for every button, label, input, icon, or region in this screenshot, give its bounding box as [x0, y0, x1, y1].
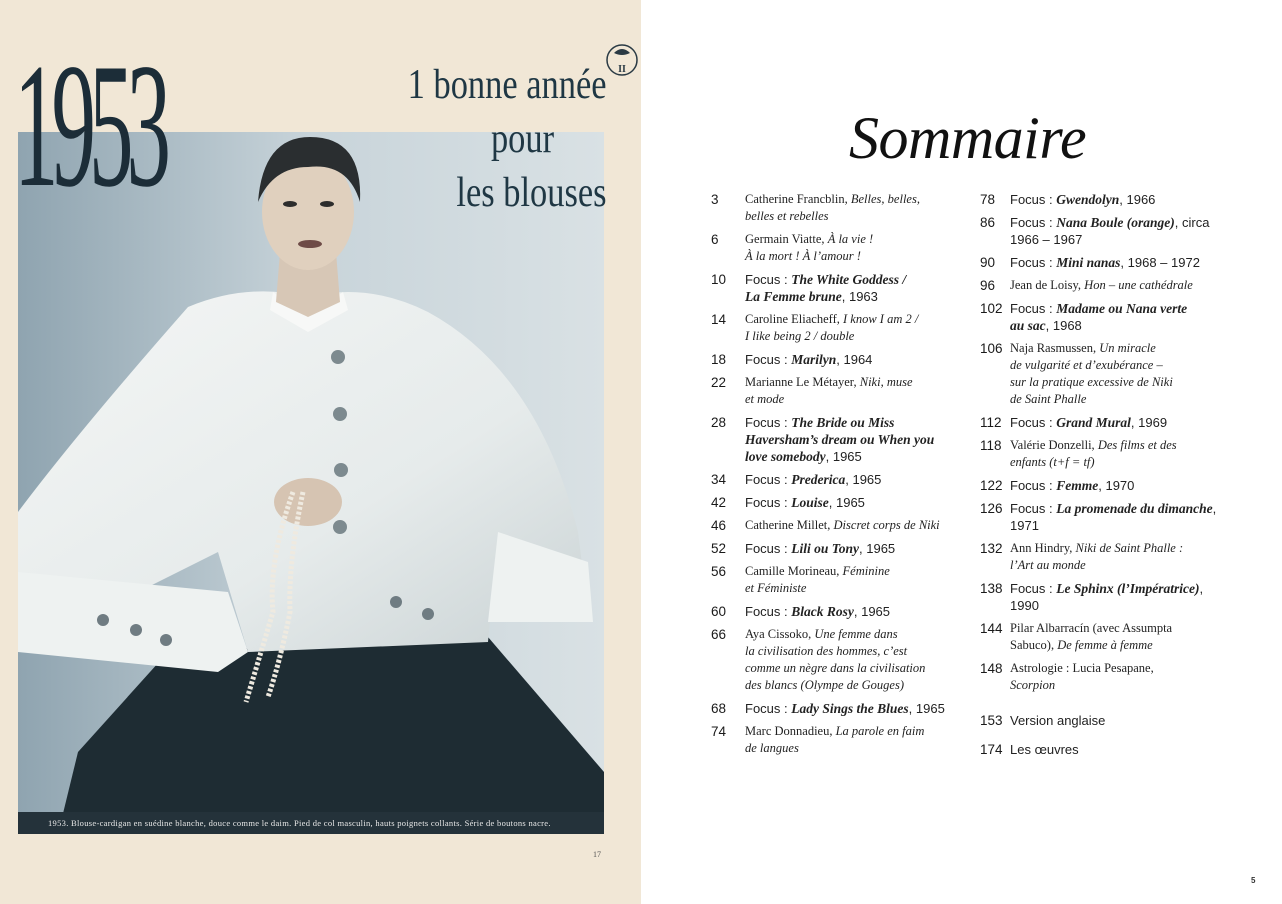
- toc-entry-text: [1010, 620, 1172, 654]
- toc-author: Jean de Loisy,: [1010, 278, 1085, 292]
- headline-line-1: 1 bonne année: [408, 62, 607, 108]
- toc-entry: [980, 540, 1246, 574]
- toc-page-number: 34: [711, 472, 727, 487]
- toc-entry: [980, 300, 1246, 334]
- toc-entry: [711, 517, 977, 534]
- headline-line-2: pour: [491, 116, 555, 162]
- toc-entry-text: [745, 191, 920, 225]
- toc-entry: [980, 191, 1246, 208]
- toc-entry-text: [1010, 300, 1187, 334]
- toc-article-title: La parole en faim de langues: [745, 724, 925, 755]
- toc-author: Astrologie : Lucia Pesapane,: [1010, 661, 1154, 675]
- right-page-number: 5: [1251, 876, 1256, 885]
- toc-date: , 1966: [1119, 192, 1156, 207]
- toc-entry-text: [745, 626, 925, 694]
- toc-entry: [980, 580, 1246, 614]
- toc-entry-text: [745, 540, 895, 557]
- toc-author: Focus :: [1010, 581, 1057, 596]
- toc-author: Valérie Donzelli,: [1010, 438, 1098, 452]
- toc-entry: [980, 477, 1246, 494]
- toc-page-number: 22: [711, 375, 727, 390]
- toc-page-number: 96: [980, 278, 996, 293]
- toc-author: Focus :: [745, 352, 792, 367]
- toc-entry: [980, 254, 1246, 271]
- toc-entry-text: [745, 231, 873, 265]
- toc-page-number: 10: [711, 272, 727, 287]
- toc-author: Caroline Eliacheff,: [745, 312, 843, 326]
- toc-article-title: Nana Boule (orange): [1056, 215, 1175, 230]
- toc-article-title: Discret corps de Niki: [833, 518, 940, 532]
- toc-entry-text: [745, 563, 890, 597]
- toc-entry: [711, 471, 977, 488]
- toc-entry: [980, 437, 1246, 471]
- toc-page-number: 138: [980, 581, 1003, 596]
- toc-page-number: 46: [711, 518, 727, 533]
- toc-author: Ann Hindry,: [1010, 541, 1076, 555]
- toc-article-title: Des films et des enfants (t+f = tf): [1010, 438, 1177, 469]
- toc-entry: [711, 700, 977, 717]
- toc-article-title: Gwendolyn: [1056, 192, 1120, 207]
- toc-author: Marianne Le Métayer,: [745, 375, 860, 389]
- toc-page-number: 52: [711, 541, 727, 556]
- toc-entry-text: [1010, 340, 1173, 408]
- toc-article-title: Femme: [1056, 478, 1099, 493]
- toc-entry-text: [1010, 712, 1105, 729]
- toc-entry: [711, 540, 977, 557]
- toc-date: , 1965: [908, 701, 945, 716]
- toc-entry-text: [1010, 477, 1134, 494]
- toc-entry: [711, 563, 977, 597]
- toc-article-title: I know I am 2 / I like being 2 / double: [745, 312, 919, 343]
- toc-article-title: The Bride ou Miss Haversham’s dream ou When you love somebody: [745, 415, 935, 464]
- toc-page-number: 90: [980, 255, 996, 270]
- toc-entry-text: [745, 517, 940, 534]
- toc-page-number: 126: [980, 501, 1003, 516]
- toc-entry-text: [1010, 500, 1216, 534]
- toc-author: Focus :: [1010, 215, 1057, 230]
- toc-author: Pilar Albarracín (avec Assumpta Sabuco),: [1010, 621, 1173, 652]
- toc-author: Naja Rasmussen,: [1010, 341, 1100, 355]
- toc-article-title: Grand Mural: [1056, 415, 1131, 430]
- toc-date: , 1969: [1130, 415, 1168, 430]
- toc-article-title: Une femme dans la civilisation des hommes, c’est comme un nègre dans la civilisation des blancs (Olympe de Gouges): [745, 627, 926, 692]
- toc-page-number: 122: [980, 478, 1003, 493]
- toc-entry: [711, 414, 977, 465]
- toc-entry: [711, 723, 977, 757]
- toc-page-number: 78: [980, 192, 996, 207]
- toc-entry-text: [745, 311, 918, 345]
- toc-author: Les œuvres: [1010, 742, 1079, 757]
- toc-entry-text: [745, 351, 872, 368]
- toc-entry: [711, 626, 977, 694]
- toc-article-title: Lili ou Tony: [791, 541, 860, 556]
- toc-entry: [980, 620, 1246, 654]
- toc-entry-text: [745, 471, 881, 488]
- year-heading: 1953: [14, 26, 164, 224]
- toc-author: Camille Morineau,: [745, 564, 843, 578]
- toc-entry-text: [745, 374, 913, 408]
- toc-entry-text: [1010, 191, 1155, 208]
- toc-date: , 1963: [841, 289, 878, 304]
- toc-title: Sommaire: [849, 105, 1087, 171]
- toc-page-number: 153: [980, 713, 1003, 728]
- toc-author: Focus :: [745, 541, 792, 556]
- toc-article-title: Lady Sings the Blues: [791, 701, 909, 716]
- toc-article-title: The White Goddess / La Femme brune: [745, 272, 907, 304]
- toc-page-number: 144: [980, 621, 1003, 636]
- toc-entry: [711, 351, 977, 368]
- right-page: [641, 0, 1282, 904]
- toc-article-title: Niki de Saint Phalle : l’Art au monde: [1010, 541, 1184, 572]
- toc-page-number: 118: [980, 438, 1002, 453]
- toc-author: Focus :: [745, 415, 792, 430]
- toc-author: Catherine Francblin,: [745, 192, 851, 206]
- toc-article-title: De femme à femme: [1057, 638, 1153, 652]
- toc-entry-text: [745, 414, 934, 465]
- toc-date: , 1971: [1010, 501, 1217, 533]
- toc-entry: [980, 277, 1246, 294]
- toc-column-1: [711, 191, 977, 763]
- toc-date: , 1965: [845, 472, 882, 487]
- toc-page-number: 14: [711, 312, 727, 327]
- magazine-emblem-icon: [606, 39, 638, 81]
- toc-entry-text: [745, 271, 906, 305]
- toc-author: Focus :: [1010, 415, 1057, 430]
- toc-entry-text: [1010, 540, 1183, 574]
- toc-date: , 1968: [1045, 318, 1082, 333]
- toc-entry: [711, 271, 977, 305]
- toc-entry-text: [745, 700, 945, 717]
- toc-entry: [711, 191, 977, 225]
- toc-date: , 1968 – 1972: [1120, 255, 1200, 270]
- toc-date: , 1965: [825, 449, 862, 464]
- left-page-number: 17: [593, 850, 601, 859]
- toc-author: Marc Donnadieu,: [745, 724, 836, 738]
- toc-article-title: Le Sphinx (l’Impératrice): [1056, 581, 1200, 596]
- toc-date: , 1990: [1010, 581, 1204, 613]
- toc-date: , circa 1966 – 1967: [1010, 215, 1210, 247]
- toc-page-number: 174: [980, 742, 1003, 757]
- toc-author: Version anglaise: [1010, 713, 1106, 728]
- toc-article-title: Black Rosy: [791, 604, 854, 619]
- toc-author: Focus :: [1010, 301, 1057, 316]
- photo-illustration: [18, 132, 604, 834]
- toc-entry: [980, 340, 1246, 408]
- toc-article-title: Marilyn: [791, 352, 837, 367]
- headline-line-3: les blouses: [456, 170, 607, 216]
- toc-entry: [711, 494, 977, 511]
- toc-page-number: 102: [980, 301, 1003, 316]
- toc-page-number: 74: [711, 724, 727, 739]
- toc-article-title: Niki, muse et mode: [745, 375, 913, 406]
- toc-author: Focus :: [1010, 192, 1057, 207]
- toc-page-number: 112: [980, 415, 1002, 430]
- fashion-photograph: [18, 132, 604, 834]
- toc-author: Focus :: [745, 272, 792, 287]
- toc-article-title: Madame ou Nana verte au sac: [1010, 301, 1188, 333]
- toc-author: Focus :: [1010, 255, 1057, 270]
- toc-entry-text: [1010, 580, 1203, 614]
- toc-article-title: La promenade du dimanche: [1056, 501, 1213, 516]
- toc-page-number: 106: [980, 341, 1003, 356]
- toc-column-2: [980, 191, 1246, 764]
- toc-date: , 1965: [853, 604, 891, 619]
- toc-entry-text: [745, 494, 865, 511]
- toc-entry-text: [1010, 214, 1209, 248]
- toc-page-number: 56: [711, 564, 727, 579]
- toc-article-title: Belles, belles, belles et rebelles: [745, 192, 920, 223]
- toc-entry-text: [1010, 254, 1200, 271]
- toc-page-number: 42: [711, 495, 727, 510]
- toc-page-number: 28: [711, 415, 727, 430]
- svg-text:II: II: [618, 64, 626, 75]
- toc-entry-text: [1010, 414, 1167, 431]
- toc-author: Catherine Millet,: [745, 518, 834, 532]
- toc-article-title: À la vie ! À la mort ! À l’amour !: [745, 232, 874, 263]
- toc-page-number: 86: [980, 215, 996, 230]
- toc-entry: [711, 374, 977, 408]
- toc-author: Focus :: [1010, 501, 1057, 516]
- toc-entry: [980, 414, 1246, 431]
- toc-article-title: Un miracle de vulgarité et d’exubérance – sur la pratique excessive de Niki de Saint Phalle: [1010, 341, 1173, 406]
- toc-entry: [980, 500, 1246, 534]
- toc-author: Focus :: [745, 701, 792, 716]
- toc-article-title: Féminine et Féministe: [745, 564, 890, 595]
- toc-page-number: 6: [711, 232, 719, 247]
- toc-entry: [711, 311, 977, 345]
- toc-page-number: 66: [711, 627, 727, 642]
- toc-page-number: 148: [980, 661, 1003, 676]
- toc-date: , 1964: [836, 352, 873, 367]
- toc-entry-text: [1010, 277, 1193, 294]
- photo-caption: 1953. Blouse-cardigan en suédine blanche, douce comme le daim. Pied de col masculin, hauts poignets collants. Série de boutons nacre.: [18, 812, 604, 834]
- toc-entry: [980, 712, 1246, 729]
- toc-page-number: 60: [711, 604, 727, 619]
- toc-date: , 1965: [859, 541, 896, 556]
- toc-entry: [711, 231, 977, 265]
- toc-entry: [980, 660, 1246, 694]
- toc-entry-text: [1010, 660, 1154, 694]
- toc-author: Focus :: [745, 604, 792, 619]
- toc-entry-text: [745, 603, 890, 620]
- toc-article-title: Mini nanas: [1056, 255, 1121, 270]
- toc-author: Focus :: [745, 472, 792, 487]
- toc-article-title: Hon – une cathédrale: [1084, 278, 1193, 292]
- toc-date: , 1965: [828, 495, 865, 510]
- toc-page-number: 3: [711, 192, 719, 207]
- toc-author: Focus :: [745, 495, 792, 510]
- toc-entry: [980, 214, 1246, 248]
- toc-entry-text: [1010, 437, 1177, 471]
- toc-entry: [980, 741, 1246, 758]
- magazine-headline: [408, 58, 607, 220]
- toc-author: Focus :: [1010, 478, 1057, 493]
- toc-author: Germain Viatte,: [745, 232, 828, 246]
- toc-page-number: 132: [980, 541, 1003, 556]
- toc-article-title: Prederica: [791, 472, 846, 487]
- toc-entry-text: [1010, 741, 1079, 758]
- toc-page-number: 68: [711, 701, 727, 716]
- toc-entry-text: [745, 723, 924, 757]
- toc-date: , 1970: [1098, 478, 1135, 493]
- toc-article-title: Scorpion: [1010, 678, 1056, 692]
- toc-article-title: Louise: [791, 495, 829, 510]
- toc-page-number: 18: [711, 352, 727, 367]
- toc-entry: [711, 603, 977, 620]
- toc-author: Aya Cissoko,: [745, 627, 815, 641]
